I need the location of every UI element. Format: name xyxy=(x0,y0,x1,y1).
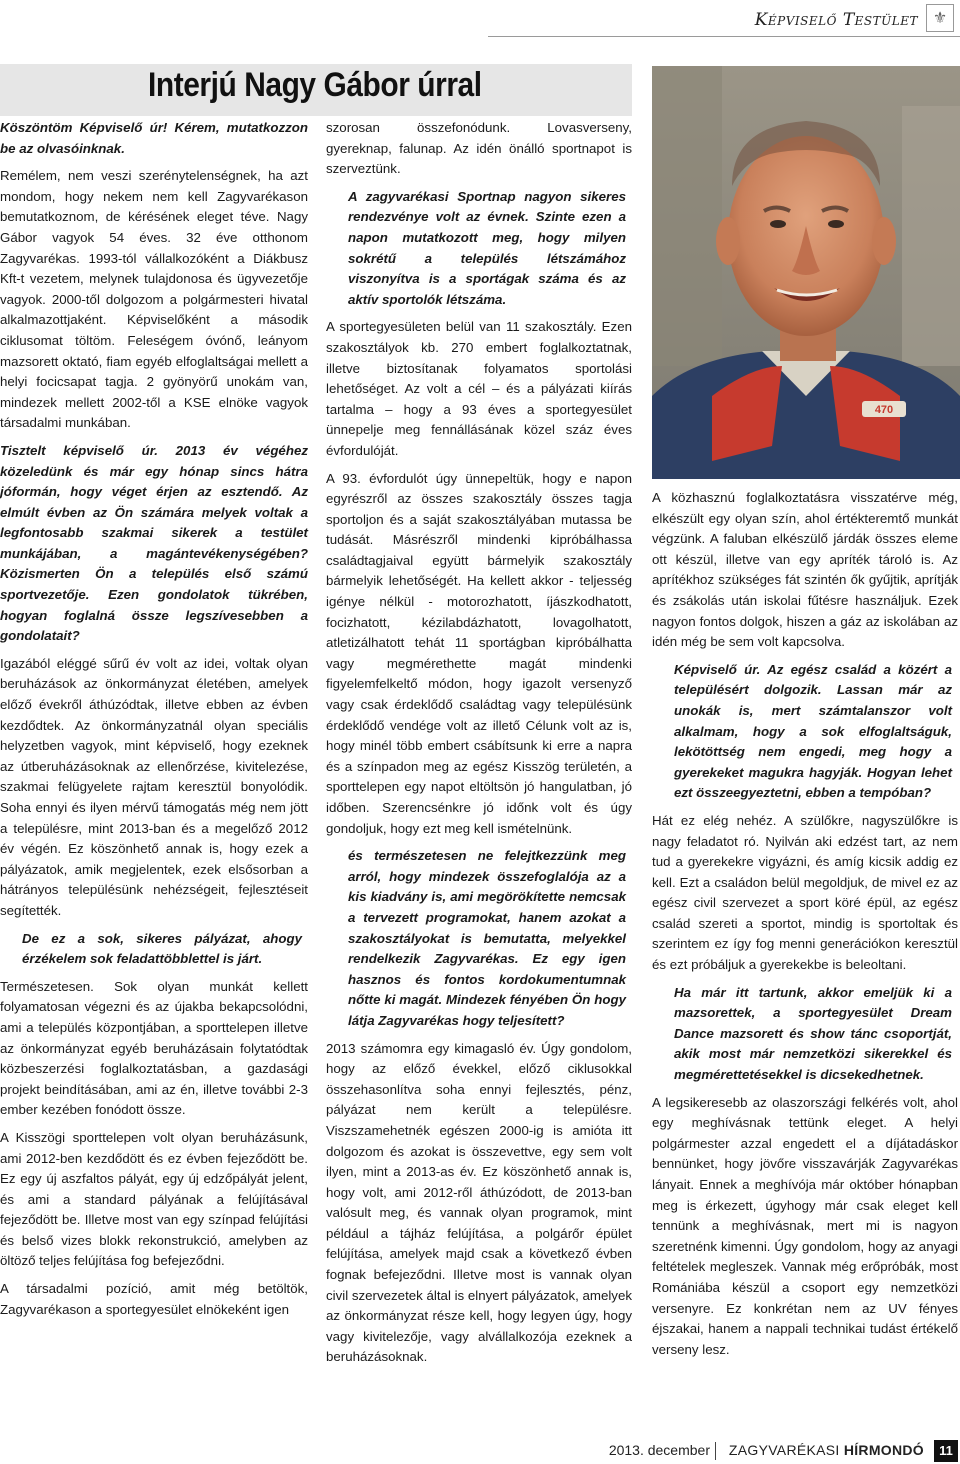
article-title: Interjú Nagy Gábor úrral xyxy=(148,66,482,104)
article-column-2 xyxy=(326,118,632,1375)
interview-question: A zagyvarékasi Sportnap nagyon sikeres rendezvénye volt az évnek. Szinte ezen a napon mutatkozott meg, hogy milyen sokrétű a település létszámához viszonyítva is a sportágak száma és az aktív sportolók létszáma. xyxy=(348,188,626,307)
page-footer xyxy=(0,1440,960,1462)
paragraph: Természetesen. Sok olyan munkát kellett folyamatosan végezni és az újakba bekapcsolódni, ami a település központjában, a sporttelepen illetve az önkormányzat egyéb beruházásain folytatódtak közbeszerzési foglalkoztatásban, a gazdasági projekt beindításában, ami az én, illetve további 2-3 ember kezében fonódott össze. xyxy=(0,978,308,1118)
interview-question: Képviselő úr. Az egész család a közért a településért dolgozik. Lassan már az unokák is, mert számtalanszor volt alkalmam, hogy a sok elfoglaltságuk, lekötöttség nem engedi, meg hogy a gyerekeket magukra hagyják. Hogyan lehet ezt összeegyeztetni, ebben a tempóban? xyxy=(674,661,952,801)
interview-question: Tisztelt képviselő úr. 2013 év végéhez közeledünk és már egy hónap sincs hátra jóformán, hogy véget érjen az esztendő. Az elmúlt évben az Ön számára melyek voltak a legfontosabb szakmai sikerek a testület munkájában, a magántevékenységében? Közismerten Ön a település első számú sportvezetője. Ezen gondolatok tükrében, hogyan foglalná össze legszívesebben a gondolatait? xyxy=(0,442,308,644)
fleur-de-lis-icon: ⚜ xyxy=(926,4,954,32)
portrait-illustration xyxy=(652,66,960,479)
paragraph: A közhasznú foglalkoztatásra visszatérve még, elkészült egy olyan szín, ahol értékteremtő munkát végzünk. A faluban elkészülő járdák összes eleme ott készül, illetve van egy apríték tároló is. Az aprítékhoz szükséges fát szintén ők gyűjtik, aprítják és zsákolás után iskolai fűtésre használjuk. Ezek nagyon fontos dolgok, hiszen a gáz az iskolában az idén még be sem volt kapcsolva. xyxy=(652,490,958,650)
paragraph: A legsikeresebb az olaszországi felkérés volt, ahol egy meghívásnak tettünk eleget. A helyi polgármester azzal engedett el a díjátadáskor bennünket, hogy jövőre visszavárják Zagyvarékas lányait. Ennek a meghívója már október hónapban meg is érkezett, úgyhogy már csak eleget kell tennünk a meghívásnak, mert mi is nagyon szeretnénk kimenni. Úgy gondolom, hogy az anyagi feltételek megleszek. Vannak még erőpróbák, most Romániába készül a csoport egy nemzetközi versenyre. Ez konkrétan nem az UV fényes éjszakai, hanem a nappali technikai tudást értékelő verseny lesz. xyxy=(652,1094,958,1357)
interview-question: De ez a sok, sikeres pályázat, ahogy érzékelem sok feladattöbblettel is járt. xyxy=(22,930,302,967)
paragraph: A társadalmi pozíció, amit még betöltök, Zagyvarékason a sportegyesület elnökeként igen xyxy=(0,1281,308,1317)
footer-separator xyxy=(715,1442,716,1460)
issue-date: 2013. december xyxy=(608,1442,710,1458)
magazine-name-prefix: ZAGYVARÉKASI xyxy=(728,1442,840,1458)
paragraph: A 93. évfordulót úgy ünnepeltük, hogy e napon egyrészről az összes szakosztály összes tagja sportoljon és a saját szakosztályában mutassa be tudását. Másrészről mindenki kipróbálhassa családtagjaival együtt bármelyik szakosztály bármelyik lehetőségét. Ha kellett akkor - teljesség igénye nélkül - motorozhatott, íjászkodhatott, focizhatott, kézilabdázhatott, lovagolhatott, atletizálhatott tehát 11 sportágban kipróbálhatta vagy megmérethette magát mindenki figyelemfelkeltő módon, hogy igazolt versenyző vagy csak érdeklődő családtag vagy településünk érdeklődő vendége volt az illető Célunk volt az is, hogy minél több embert csábítsunk ki erre a napra és a színpadon meg az egész Kisszög területén, a sporttelepen egy napot eltöltsön jó hangulatban, jó időben. Szerencsénkre jó időnk volt és úgy gondoljuk, hogy ezt meg kell ismételnünk. xyxy=(326,470,632,836)
paragraph: 2013 számomra egy kimagasló év. Úgy gondolom, hogy az előző évekkel, előző ciklusokkal összehasonlítva soha ennyi fejlesztés, pénz, pályázat nem került a településre. Viszszamehetnék egészen 2000-ig is amióta itt dolgozom és azokat is összevettve, egy sem volt ilyen, mint a 2013-as év. Ez köszönhető annak is, hogy volt, ami 2012-ről áthúzódott, de 2013-ban valósult meg, és vannak olyan programok, mint például a tájház felújítása, a polgárőr épület felújítása, amelyek majd csak a következő évben fognak befejeződni. Illetve most is vannak olyan civil szervezetek által is elnyert pályázatok, amelyek az önkormányzat része kell, hogy legyen úgy, hogy vagy kivitelezője, vagy alvállalkozója ezeknek a beruházásoknak. xyxy=(326,1040,632,1365)
magazine-name-suffix: HÍRMONDÓ xyxy=(843,1442,924,1458)
paragraph: A sportegyesületen belül van 11 szakosztály. Ezen szakosztályok kb. 270 embert foglalkoztatnak, illetve biztosítanak folyamatos sportolási lehetőséget. Az volt a cél – és a pályázati kiírás tartalma – hogy a 93 éves a sportegyesület ünnepelje meg fennállásának közel száz éves évfordulóját. xyxy=(326,319,632,458)
article-column-1 xyxy=(0,118,308,1327)
interview-question: Köszöntöm Képviselő úr! Kérem, mutatkozzon be az olvasóinknak. xyxy=(0,120,308,156)
page-number: 11 xyxy=(934,1440,958,1462)
paragraph: szorosan összefonódunk. Lovasverseny, gyereknap, falunap. Az idén önálló sportnapot is szerveztünk. xyxy=(326,120,632,177)
paragraph: Hát ez elég nehéz. A szülőkre, nagyszülőkre is nagy feladatot ró. Nyilván aki edzést tart, az nem tud a gyerekekre vigyázni, és amíg kicsik addig ez kell. Ezt a családon belül megoldjuk, de mivel ez az egész civil szervezet a sport köré épül, az egész család szereti a sportot, mindig is sportoltak és szerintem ez így fog menni generációkon keresztül és ezt próbáljuk a gyerekekbe is beleoltani. xyxy=(652,812,958,973)
paragraph: Remélem, nem veszi szerénytelenségnek, ha azt mondom, hogy nekem nem kell Zagyvarékason bemutatkoznom, de kérésének eleget téve. Nagy Gábor vagyok 54 éves. 32 éve otthonom Zagyvarékas. 1993-tól vállalkozóként a Diákbusz Kft-t vezetem, melynek tulajdonosa és ügyvezetője vagyok. 2000-től dolgozom a polgármesteri hivatal alkalmazottjaként. Képviselőként a második ciklusomat töltöm. Feleségem óvónő, leányom mazsorett oktató, fiam egyéb elfoglaltságai mellett a helyi focicsapat tagja. 2 gyönyörű unokám van, mindezek mellett 2002-től a KSE elnöke vagyok társadalmi munkában. xyxy=(0,168,308,431)
paragraph: Igazából eléggé sűrű év volt az idei, voltak olyan beruházások az önkormányzat életében, amelyek előző évekről áthúzódtak, illetve ebben az évben kezdődtek. Az önkormányzatnál olyan speciális helyzetben vagyok, mint képviselő, hogy ezeknek az útberuházásoknak az ellenőrzése, kivitelezése, szakmai felügyelete rajtam keresztül bonyolódik. Soha ennyi és ilyen mérvű támogatás még nem jött a településre, mint 2013-ban és a megelőző 2012 év végén. Ez köszönhető annak is, hogy ezek a pályázatok, amik megjelentek, ezek elsősorban a hátrányos településünk nehézségeit, fejlesztéseit segítették. xyxy=(0,655,308,918)
article-column-3 xyxy=(652,488,958,1367)
interview-question: és természetesen ne felejtkezzünk meg arról, hogy mindezek összefoglalója az a kis kiadvány is, ami megörökítette nemcsak a tervezett programokat, hanem azokat a szakosztályokat is bemutatta, melyekkel rendelkezik Zagyvarékas. Ez egy igen hasznos és fontos kordokumentumnak nőtte ki magát. Mindezek fényében Ön hogy látja Zagyvarékas hogy teljesített? xyxy=(348,848,626,1028)
header-rule xyxy=(488,36,960,37)
jacket-number: 470 xyxy=(874,404,894,416)
magazine-name xyxy=(729,1442,924,1458)
paragraph: A Kisszögi sporttelepen volt olyan beruházásunk, ami 2012-ben kezdődött és ez évben fejeződött be. Ez egy új aszfaltos pályát, egy új edzőpályát jelent, és ami a standard pályának a felújításával fejeződött be. Illetve most van egy színpad felújítási és belső vizes blokk rekonstrukció, amelyben az öltöző teljes felújítása fog befejeződni. xyxy=(0,1129,308,1269)
interview-question: Ha már itt tartunk, akkor emeljük ki a mazsorettek, a sportegyesület Dream Dance mazsorett és show tánc csoportját, akik most már nemzetközi sikerekkel és megmérettetésekkel is dicsekedhetnek. xyxy=(674,984,952,1083)
portrait-photo xyxy=(652,66,960,479)
section-header: Képviselő Testület xyxy=(754,10,918,30)
